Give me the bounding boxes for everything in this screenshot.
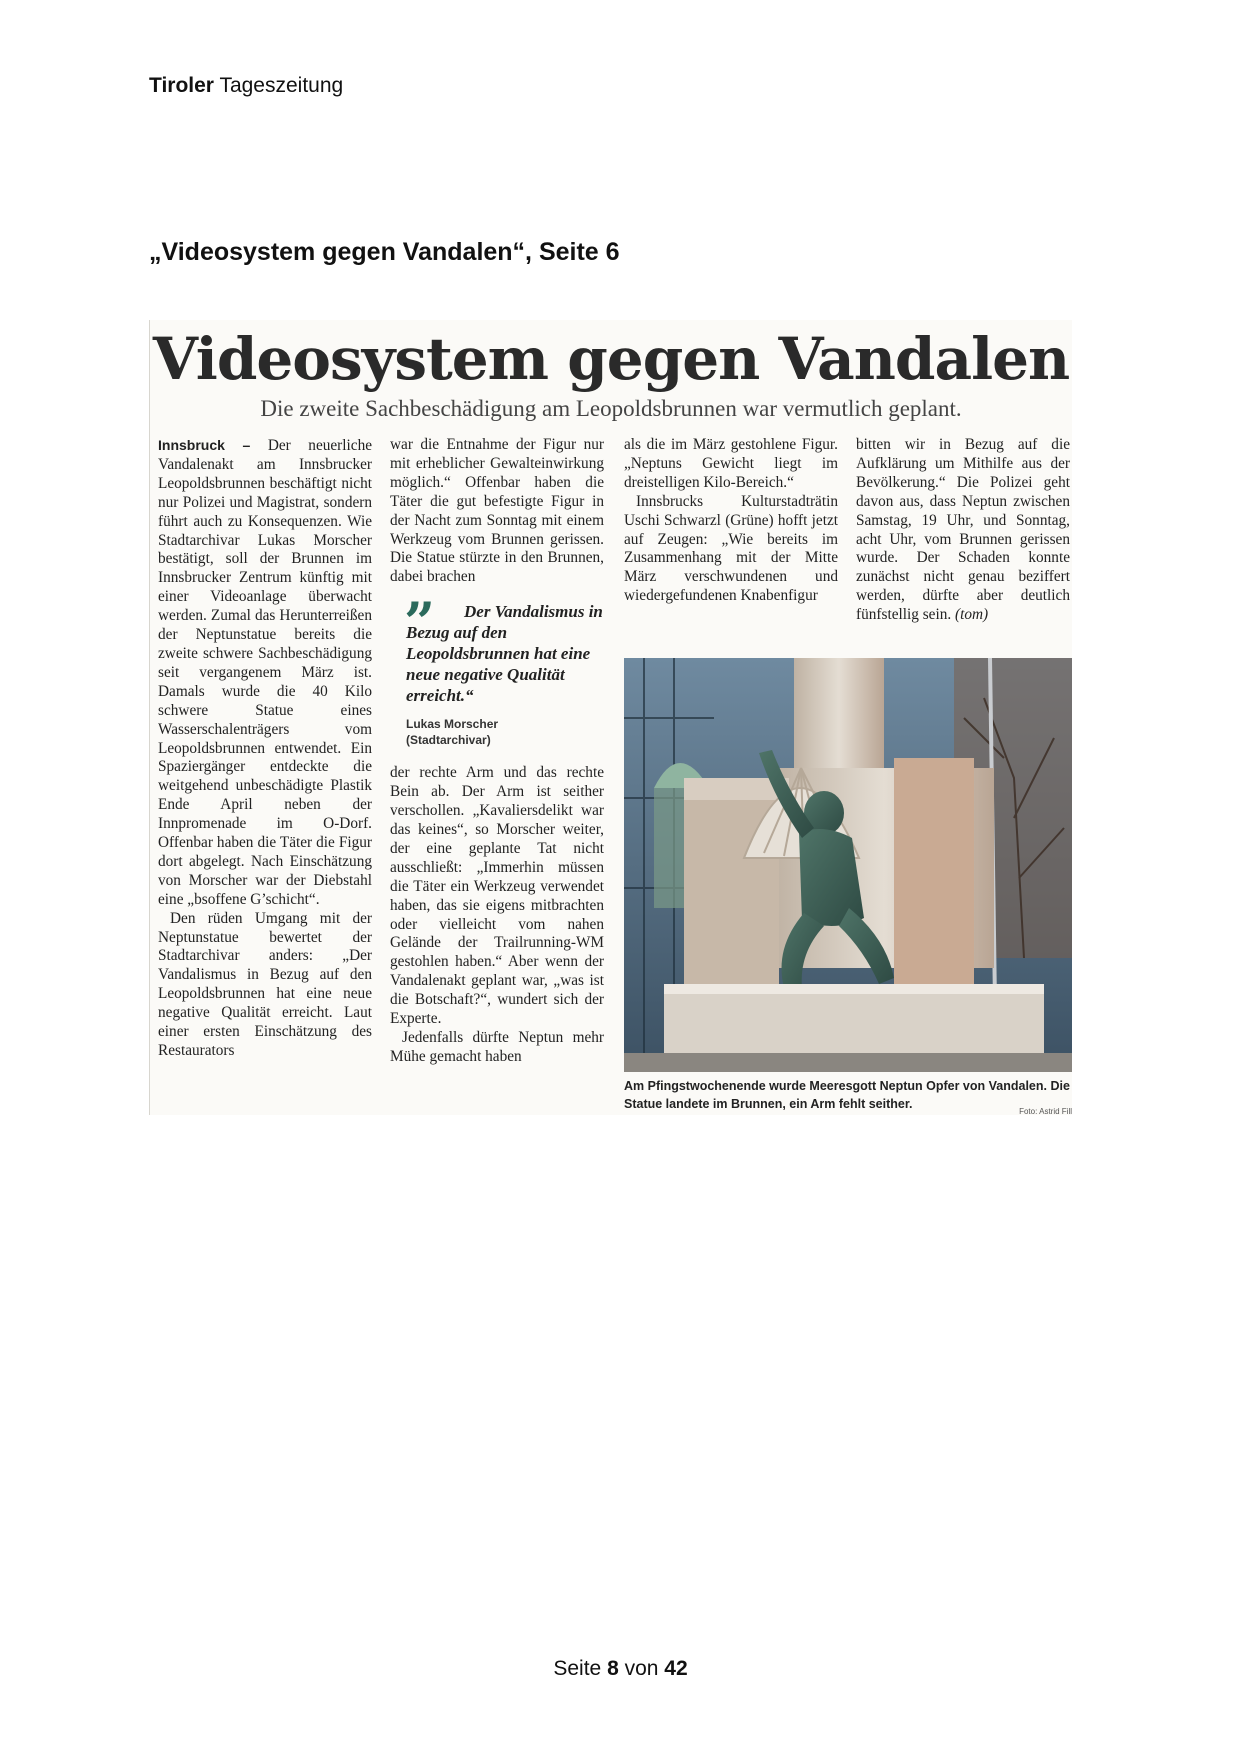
column-1 — [158, 436, 372, 1061]
article-reference: „Videosystem gegen Vandalen“, Seite 6 — [149, 238, 620, 266]
col3-paragraph-1: als die im März gestohlene Figur. „Neptuns Gewicht liegt im dreistelligen Kilo-Bereich.“ — [624, 436, 838, 491]
photo-credit: Foto: Astrid Fill — [1019, 1107, 1072, 1116]
current-page: 8 — [607, 1657, 619, 1680]
quote-mark-icon: ” — [404, 590, 436, 655]
col2-paragraph-3: Jedenfalls dürfte Neptun mehr Mühe gemacht haben — [390, 1028, 604, 1065]
neptune-fountain-photo — [624, 658, 1072, 1072]
page-number — [0, 1657, 1241, 1681]
brand-bold: Tiroler — [149, 74, 214, 97]
col1-paragraph-2: Den rüden Umgang mit der Neptunstatue bewertet der Stadtarchivar anders: „Der Vandalismus in Bezug auf den Leopoldsbrunnen hat eine neue negative Qualität erreicht. Laut einer ersten Einschätzung des Restaurators — [158, 909, 372, 1059]
headline: Videosystem gegen Vandalen — [152, 325, 1070, 393]
newspaper-clipping — [149, 320, 1072, 1115]
pull-quote — [390, 590, 604, 748]
column-4 — [856, 436, 1070, 625]
column-3 — [624, 436, 838, 606]
dateline: Innsbruck – — [158, 437, 251, 453]
col4-paragraph-1: bitten wir in Bezug auf die Aufklärung um Mithilfe aus der Bevölkerung.“ Die Polizei geht davon aus, dass Neptun zwischen Samstag, 19 Uhr, und Sonntag, acht Uhr, vom Brunnen gerissen wurde. Der Schaden konnte zunächst nicht genau beziffert werden, dürfte aber deutlich fünfstellig sein. — [856, 436, 1070, 624]
newspaper-name — [149, 74, 343, 98]
col3-paragraph-2: Innsbrucks Kulturstadträtin Uschi Schwarzl (Grüne) hofft jetzt auf Zeugen: „Wie bereits im Zusammenhang mit der Mitte März verschwundenen und wiedergefundenen Knabenfigur — [624, 492, 838, 605]
col1-paragraph-1: Der neuerliche Vandalenakt am Innsbrucker Leopoldsbrunnen beschäftigt nicht nur Polizei und Magistrat, sondern führt auch zu Konsequenzen. Wie Stadtarchivar Lukas Morscher bestätigt, soll der Brunnen im Innsbrucker Zentrum künftig mit einer Videoanlage überwacht werden. Zumal das Herunterreißen der Neptunstatue bereits die zweite schwere Sachbeschädigung seit vergangenem März ist. Damals wurde die 40 Kilo schwere Statue eines Wasserschalenträgers vom Leopoldsbrunnen entwendet. Ein Spaziergänger entdeckte die weitgehend unbeschädigte Plastik Ende April neben der Innpromenade im O-Dorf. Offenbar haben die Täter die Figur dort abgelegt. Nach Einschätzung von Morscher war der Diebstahl eine „bsoffene G’schicht“. — [158, 437, 373, 908]
quote-author-role: (Stadtarchivar) — [406, 733, 491, 748]
standfirst: Die zweite Sachbeschädigung am Leopoldsbrunnen war vermutlich geplant. — [260, 396, 962, 421]
quote-author-name: Lukas Morscher — [406, 717, 499, 732]
pull-quote-text: Der Vandalismus in Bezug auf den Leopoldsbrunnen hat eine neue negative Qualität erreicht.“ — [406, 602, 603, 706]
column-2 — [390, 436, 604, 1067]
brand-rest: Tageszeitung — [219, 74, 344, 97]
photo-caption: Am Pfingstwochenende wurde Meeresgott Neptun Opfer von Vandalen. Die Statue landete im Brunnen, ein Arm fehlt seither. — [624, 1079, 1070, 1111]
page-of: von — [624, 1657, 659, 1680]
col2-paragraph-1: war die Entnahme der Figur nur mit erheblicher Gewalteinwirkung möglich.“ Offenbar haben die Täter die gut befestigte Figur in der Nacht zum Sonntag mit einem Werkzeug vom Brunnen gerissen. Die Statue stürzte in den Brunnen, dabei brachen — [390, 436, 604, 586]
total-pages: 42 — [664, 1657, 688, 1680]
author-signature: (tom) — [955, 606, 989, 624]
pull-quote-author — [406, 716, 604, 748]
page-label: Seite — [553, 1657, 602, 1680]
col2-paragraph-2: der rechte Arm und das rechte Bein ab. Der Arm ist seither verschollen. „Kavaliersdelikt war das keines“, so Morscher weiter, der eine geplante Tat nicht ausschließt: „Immerhin müssen die Täter ein Werkzeug verwendet haben, das sie eigens mitbrachten oder vielleicht vom nahen Gelände der Trailrunning-WM gestohlen haben.“ Aber wenn der Vandalenakt geplant war, „was ist die Botschaft?“, wundert sich der Experte. — [390, 764, 604, 1028]
